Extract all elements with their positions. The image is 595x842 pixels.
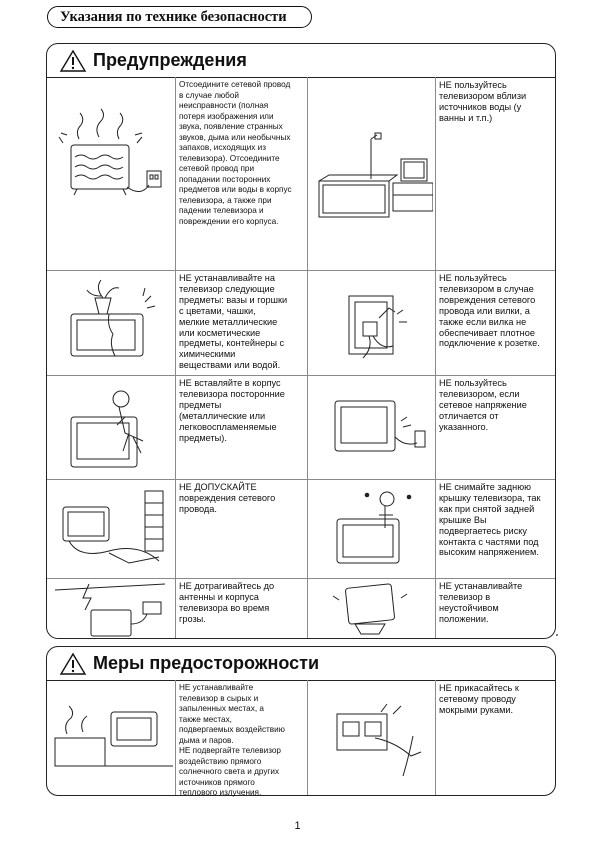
warning-triangle-icon [59,652,87,676]
warnings-section [46,43,556,639]
warning-text-10-content: НЕ устанавливайте телевизор в неустойчивом положении. [439,581,523,624]
precaution-text-1-content: НЕ устанавливайте телевизор в сырых и запыленных местах, а также местах, подвергаемых воздействию дыма и паров. НЕ подвергайте телевизор воздействию прямого солнечного света и других источников прямого теплового излучения. [179,683,285,797]
voltage-tv-illustration [307,375,436,479]
page-title: Указания по технике безопасности [47,6,312,28]
warning-text-1 [175,77,308,270]
warning-text-10 [435,578,555,638]
warning-text-9-content: НЕ дотрагивайтесь до антенны и корпуса телевизора во время грозы. [179,581,275,624]
warning-text-6 [435,375,555,479]
warning-text-8 [435,479,555,578]
warning-text-7-content: НЕ ДОПУСКАЙТЕ повреждения сетевого провода. [179,482,276,514]
warning-text-4-content: НЕ пользуйтесь телевизором в случае повреждения сетевого провода или вилки, а также если вилка не обеспечивает плотное подключение к розетке. [439,273,540,349]
warning-row-5 [47,578,555,638]
precaution-text-2 [435,680,555,795]
warning-text-2-content: НЕ пользуйтесь телевизором вблизи источников воды (у ванны и т.п.) [439,80,527,123]
precaution-text-2-content: НЕ прикасайтесь к сетевому проводу мокрыми руками. [439,683,519,715]
tv-vase-illustration [47,270,176,375]
unstable-tv-illustration [307,578,436,638]
warning-row-2 [47,270,555,376]
warning-text-9 [175,578,308,638]
warning-text-5 [175,375,308,479]
thunderstorm-illustration [47,578,176,638]
cord-damage-illustration [47,479,176,578]
page-number: 1 [294,820,301,832]
bath-tv-illustration [307,77,436,270]
precautions-heading: Меры предосторожности [93,653,320,673]
warning-text-2 [435,77,555,270]
warning-text-3-content: НЕ устанавливайте на телевизор следующие предметы: вазы и горшки с цветами, чашки, мелкие металлические или косметические предметы, контейнеры с химическими веществами или водой. [179,273,288,371]
back-cover-illustration [307,479,436,578]
precautions-header [47,647,555,681]
warning-text-8-content: НЕ снимайте заднюю крышку телевизора, так как при снятой задней крышке Вы подвергаетесь риску контакта с частями под высоким напряжением. [439,482,541,558]
warning-text-7 [175,479,308,578]
precaution-row [47,680,555,795]
precautions-section [46,646,556,796]
warnings-heading: Предупреждения [93,50,247,70]
damaged-plug-illustration [307,270,436,375]
warning-text-6-content: НЕ пользуйтесь телевизором, если сетевое напряжение отличается от указанного. [439,378,527,432]
warning-row-3 [47,375,555,480]
warning-text-5-content: НЕ вставляйте в корпус телевизора посторонние предметы (металлические или легковоспламеняемые предметы). [179,378,285,443]
warning-text-3 [175,270,308,375]
humid-place-illustration [47,680,176,795]
tv-smoke-illustration [47,77,176,270]
warning-text-1-content: Отсоедините сетевой провод в случае любой неисправности (полная потеря изображения или звука, появление странных звуков, дыма или необычных запахов, исходящих из телевизора). Отсоедините сетевой провод при попадании посторонних предметов или воды в корпус телевизора, а также при падении телевизора и повреждении его корпуса. [179,80,292,226]
warning-row-4 [47,479,555,579]
warning-triangle-icon [59,49,87,73]
warning-text-4 [435,270,555,375]
precaution-text-1 [175,680,308,795]
child-tv-illustration [47,375,176,479]
warning-row-1 [47,77,555,271]
wet-hands-illustration [307,680,436,795]
warnings-header [47,44,555,78]
dot-mark [556,634,558,636]
